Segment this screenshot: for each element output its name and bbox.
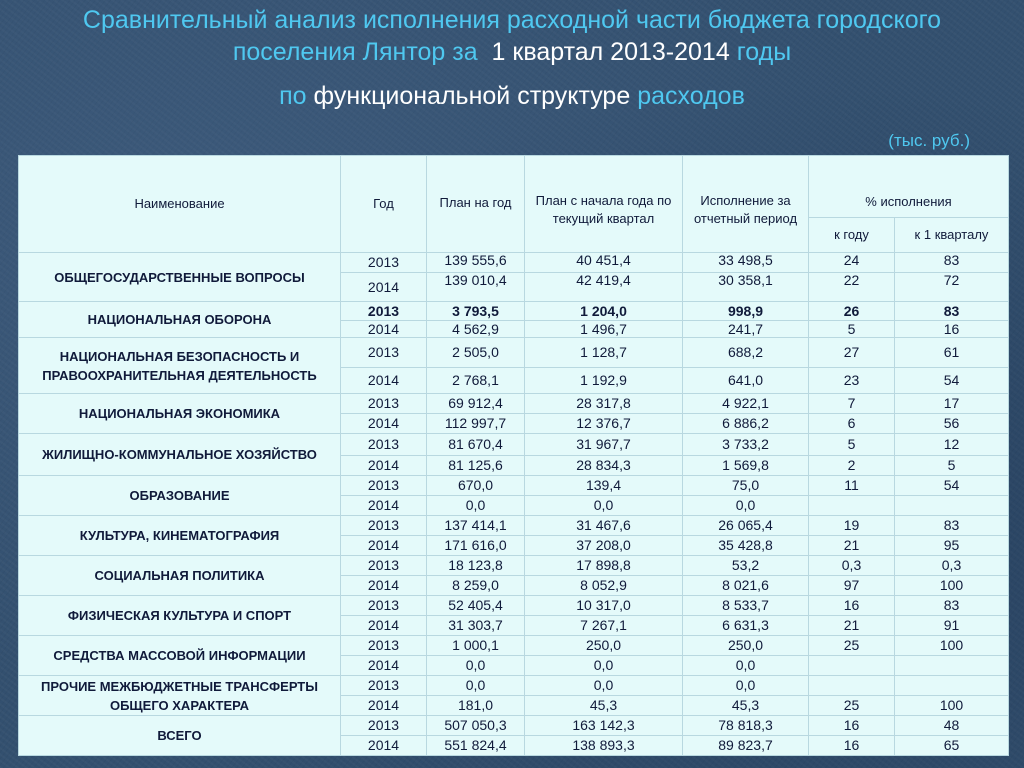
cell-year: 2014 bbox=[341, 696, 427, 716]
cell-pct-quarter: 54 bbox=[895, 368, 1009, 394]
cell-year: 2013 bbox=[341, 676, 427, 696]
cell-year: 2013 bbox=[341, 338, 427, 368]
cell-plan-quarter: 0,0 bbox=[525, 496, 683, 516]
cell-pct-year bbox=[809, 656, 895, 676]
cell-pct-quarter bbox=[895, 496, 1009, 516]
cell-execution: 0,0 bbox=[683, 656, 809, 676]
category-name: НАЦИОНАЛЬНАЯ ОБОРОНА bbox=[19, 302, 341, 338]
cell-execution: 6 631,3 bbox=[683, 616, 809, 636]
cell-year: 2014 bbox=[341, 321, 427, 338]
cell-plan-quarter: 31 967,7 bbox=[525, 434, 683, 456]
table-row bbox=[19, 253, 1009, 273]
cell-execution: 250,0 bbox=[683, 636, 809, 656]
cell-plan-quarter: 8 052,9 bbox=[525, 576, 683, 596]
cell-pct-year: 25 bbox=[809, 636, 895, 656]
cell-plan-quarter: 10 317,0 bbox=[525, 596, 683, 616]
table-row bbox=[19, 556, 1009, 576]
cell-pct-quarter: 48 bbox=[895, 716, 1009, 736]
cell-execution: 998,9 bbox=[683, 302, 809, 321]
cell-execution: 53,2 bbox=[683, 556, 809, 576]
cell-plan-quarter: 7 267,1 bbox=[525, 616, 683, 636]
cell-pct-year: 11 bbox=[809, 476, 895, 496]
cell-pct-year: 16 bbox=[809, 596, 895, 616]
title-line-3 bbox=[0, 80, 1024, 112]
cell-plan-year: 81 670,4 bbox=[427, 434, 525, 456]
cell-year: 2014 bbox=[341, 456, 427, 476]
cell-year: 2014 bbox=[341, 368, 427, 394]
category-name: НАЦИОНАЛЬНАЯ ЭКОНОМИКА bbox=[19, 394, 341, 434]
title-line-2 bbox=[0, 36, 1024, 68]
cell-pct-quarter: 16 bbox=[895, 321, 1009, 338]
cell-pct-quarter: 65 bbox=[895, 736, 1009, 756]
title-period: 1 квартал 2013-2014 bbox=[491, 38, 730, 66]
title-structure: функциональной структуре bbox=[313, 82, 631, 110]
cell-pct-quarter: 100 bbox=[895, 576, 1009, 596]
table-row bbox=[19, 302, 1009, 321]
table-row bbox=[19, 338, 1009, 368]
cell-pct-quarter: 72 bbox=[895, 273, 1009, 302]
cell-pct-quarter: 100 bbox=[895, 696, 1009, 716]
cell-plan-year: 670,0 bbox=[427, 476, 525, 496]
cell-plan-year: 81 125,6 bbox=[427, 456, 525, 476]
cell-plan-year: 0,0 bbox=[427, 496, 525, 516]
cell-pct-year: 22 bbox=[809, 273, 895, 302]
cell-pct-quarter: 91 bbox=[895, 616, 1009, 636]
cell-year: 2014 bbox=[341, 576, 427, 596]
category-name: СОЦИАЛЬНАЯ ПОЛИТИКА bbox=[19, 556, 341, 596]
cell-year: 2013 bbox=[341, 556, 427, 576]
cell-pct-quarter: 0,3 bbox=[895, 556, 1009, 576]
cell-pct-year: 21 bbox=[809, 616, 895, 636]
cell-pct-year: 21 bbox=[809, 536, 895, 556]
cell-pct-year bbox=[809, 676, 895, 696]
cell-plan-year: 31 303,7 bbox=[427, 616, 525, 636]
cell-execution: 0,0 bbox=[683, 496, 809, 516]
cell-pct-quarter: 83 bbox=[895, 596, 1009, 616]
cell-plan-quarter: 1 204,0 bbox=[525, 302, 683, 321]
cell-year: 2014 bbox=[341, 616, 427, 636]
header-plan-year: План на год bbox=[427, 156, 525, 253]
cell-plan-quarter: 12 376,7 bbox=[525, 414, 683, 434]
cell-execution: 33 498,5 bbox=[683, 253, 809, 273]
category-name: ОБРАЗОВАНИЕ bbox=[19, 476, 341, 516]
cell-pct-year: 7 bbox=[809, 394, 895, 414]
cell-execution: 26 065,4 bbox=[683, 516, 809, 536]
cell-pct-quarter: 56 bbox=[895, 414, 1009, 434]
cell-year: 2014 bbox=[341, 496, 427, 516]
cell-plan-year: 2 505,0 bbox=[427, 338, 525, 368]
cell-year: 2013 bbox=[341, 636, 427, 656]
cell-plan-year: 171 616,0 bbox=[427, 536, 525, 556]
cell-pct-quarter: 17 bbox=[895, 394, 1009, 414]
cell-plan-quarter: 250,0 bbox=[525, 636, 683, 656]
cell-plan-year: 137 414,1 bbox=[427, 516, 525, 536]
cell-pct-quarter: 12 bbox=[895, 434, 1009, 456]
cell-execution: 30 358,1 bbox=[683, 273, 809, 302]
cell-execution: 241,7 bbox=[683, 321, 809, 338]
cell-pct-year: 25 bbox=[809, 696, 895, 716]
category-name: ФИЗИЧЕСКАЯ КУЛЬТУРА И СПОРТ bbox=[19, 596, 341, 636]
cell-pct-year bbox=[809, 496, 895, 516]
header-year: Год bbox=[341, 156, 427, 253]
cell-plan-quarter: 28 834,3 bbox=[525, 456, 683, 476]
cell-plan-year: 3 793,5 bbox=[427, 302, 525, 321]
cell-pct-year: 0,3 bbox=[809, 556, 895, 576]
cell-plan-quarter: 37 208,0 bbox=[525, 536, 683, 556]
cell-plan-quarter: 138 893,3 bbox=[525, 736, 683, 756]
cell-pct-quarter: 83 bbox=[895, 516, 1009, 536]
table-row bbox=[19, 716, 1009, 736]
cell-plan-year: 112 997,7 bbox=[427, 414, 525, 434]
header-pct-year: к году bbox=[809, 218, 895, 253]
cell-plan-quarter: 0,0 bbox=[525, 656, 683, 676]
cell-year: 2014 bbox=[341, 273, 427, 302]
cell-pct-year: 24 bbox=[809, 253, 895, 273]
cell-year: 2014 bbox=[341, 414, 427, 434]
cell-plan-year: 2 768,1 bbox=[427, 368, 525, 394]
cell-pct-year: 16 bbox=[809, 736, 895, 756]
header-plan-quarter: План с начала года по текущий квартал bbox=[525, 156, 683, 253]
title-line-2c: годы bbox=[736, 38, 792, 66]
cell-year: 2013 bbox=[341, 253, 427, 273]
cell-plan-quarter: 42 419,4 bbox=[525, 273, 683, 302]
cell-pct-year: 16 bbox=[809, 716, 895, 736]
cell-pct-year: 6 bbox=[809, 414, 895, 434]
cell-execution: 35 428,8 bbox=[683, 536, 809, 556]
cell-pct-quarter: 95 bbox=[895, 536, 1009, 556]
cell-execution: 89 823,7 bbox=[683, 736, 809, 756]
cell-plan-quarter: 31 467,6 bbox=[525, 516, 683, 536]
header-name: Наименование bbox=[19, 156, 341, 253]
cell-plan-year: 139 010,4 bbox=[427, 273, 525, 302]
cell-year: 2013 bbox=[341, 476, 427, 496]
table-row bbox=[19, 676, 1009, 696]
cell-year: 2014 bbox=[341, 536, 427, 556]
cell-year: 2013 bbox=[341, 302, 427, 321]
cell-execution: 688,2 bbox=[683, 338, 809, 368]
budget-table bbox=[18, 155, 1009, 756]
cell-pct-year: 26 bbox=[809, 302, 895, 321]
cell-pct-quarter bbox=[895, 676, 1009, 696]
cell-pct-quarter: 83 bbox=[895, 302, 1009, 321]
table-row bbox=[19, 516, 1009, 536]
title-line-3c: расходов bbox=[637, 82, 745, 110]
cell-pct-quarter: 61 bbox=[895, 338, 1009, 368]
cell-plan-year: 8 259,0 bbox=[427, 576, 525, 596]
cell-year: 2013 bbox=[341, 434, 427, 456]
title-line-1: Сравнительный анализ исполнения расходной части бюджета городского bbox=[82, 6, 942, 34]
category-name: СРЕДСТВА МАССОВОЙ ИНФОРМАЦИИ bbox=[19, 636, 341, 676]
cell-execution: 78 818,3 bbox=[683, 716, 809, 736]
category-name: НАЦИОНАЛЬНАЯ БЕЗОПАСНОСТЬ И ПРАВООХРАНИТЕЛЬНАЯ ДЕЯТЕЛЬНОСТЬ bbox=[19, 338, 341, 394]
cell-execution: 8 533,7 bbox=[683, 596, 809, 616]
cell-plan-quarter: 139,4 bbox=[525, 476, 683, 496]
cell-plan-year: 0,0 bbox=[427, 676, 525, 696]
category-name: ОБЩЕГОСУДАРСТВЕННЫЕ ВОПРОСЫ bbox=[19, 253, 341, 302]
cell-plan-quarter: 28 317,8 bbox=[525, 394, 683, 414]
title-line-2a: поселения Лянтор за bbox=[232, 38, 478, 66]
cell-plan-quarter: 163 142,3 bbox=[525, 716, 683, 736]
cell-pct-quarter bbox=[895, 656, 1009, 676]
category-name: ВСЕГО bbox=[19, 716, 341, 756]
cell-plan-quarter: 0,0 bbox=[525, 676, 683, 696]
cell-plan-year: 52 405,4 bbox=[427, 596, 525, 616]
cell-plan-quarter: 1 496,7 bbox=[525, 321, 683, 338]
cell-plan-quarter: 45,3 bbox=[525, 696, 683, 716]
title-line-3a: по bbox=[279, 82, 307, 110]
table-row bbox=[19, 596, 1009, 616]
cell-plan-quarter: 1 192,9 bbox=[525, 368, 683, 394]
table-row bbox=[19, 394, 1009, 414]
cell-year: 2014 bbox=[341, 736, 427, 756]
header-pct-quarter: к 1 кварталу bbox=[895, 218, 1009, 253]
cell-execution: 75,0 bbox=[683, 476, 809, 496]
cell-year: 2013 bbox=[341, 516, 427, 536]
cell-plan-year: 1 000,1 bbox=[427, 636, 525, 656]
header-execution: Исполнение за отчетный период bbox=[683, 156, 809, 253]
cell-plan-year: 139 555,6 bbox=[427, 253, 525, 273]
category-name: КУЛЬТУРА, КИНЕМАТОГРАФИЯ bbox=[19, 516, 341, 556]
cell-year: 2013 bbox=[341, 394, 427, 414]
cell-pct-year: 27 bbox=[809, 338, 895, 368]
cell-pct-year: 23 bbox=[809, 368, 895, 394]
category-name: ЖИЛИЩНО-КОММУНАЛЬНОЕ ХОЗЯЙСТВО bbox=[19, 434, 341, 476]
cell-plan-quarter: 1 128,7 bbox=[525, 338, 683, 368]
cell-plan-year: 507 050,3 bbox=[427, 716, 525, 736]
cell-plan-year: 69 912,4 bbox=[427, 394, 525, 414]
header-pct: % исполнения bbox=[809, 156, 1009, 218]
cell-execution: 6 886,2 bbox=[683, 414, 809, 434]
cell-execution: 641,0 bbox=[683, 368, 809, 394]
cell-plan-year: 4 562,9 bbox=[427, 321, 525, 338]
cell-year: 2013 bbox=[341, 716, 427, 736]
cell-pct-quarter: 83 bbox=[895, 253, 1009, 273]
category-name: ПРОЧИЕ МЕЖБЮДЖЕТНЫЕ ТРАНСФЕРТЫ ОБЩЕГО ХАРАКТЕРА bbox=[19, 676, 341, 716]
cell-execution: 8 021,6 bbox=[683, 576, 809, 596]
cell-execution: 4 922,1 bbox=[683, 394, 809, 414]
cell-execution: 45,3 bbox=[683, 696, 809, 716]
cell-pct-year: 5 bbox=[809, 434, 895, 456]
cell-execution: 3 733,2 bbox=[683, 434, 809, 456]
cell-plan-year: 18 123,8 bbox=[427, 556, 525, 576]
cell-pct-quarter: 100 bbox=[895, 636, 1009, 656]
cell-pct-year: 5 bbox=[809, 321, 895, 338]
cell-plan-quarter: 17 898,8 bbox=[525, 556, 683, 576]
slide-title bbox=[0, 4, 1024, 112]
cell-plan-year: 551 824,4 bbox=[427, 736, 525, 756]
cell-pct-quarter: 5 bbox=[895, 456, 1009, 476]
cell-execution: 1 569,8 bbox=[683, 456, 809, 476]
cell-pct-quarter: 54 bbox=[895, 476, 1009, 496]
table-row bbox=[19, 434, 1009, 456]
cell-execution: 0,0 bbox=[683, 676, 809, 696]
cell-plan-year: 181,0 bbox=[427, 696, 525, 716]
cell-pct-year: 97 bbox=[809, 576, 895, 596]
units-label: (тыс. руб.) bbox=[888, 131, 970, 150]
cell-pct-year: 2 bbox=[809, 456, 895, 476]
cell-year: 2013 bbox=[341, 596, 427, 616]
cell-plan-year: 0,0 bbox=[427, 656, 525, 676]
cell-plan-quarter: 40 451,4 bbox=[525, 253, 683, 273]
table-row bbox=[19, 476, 1009, 496]
cell-year: 2014 bbox=[341, 656, 427, 676]
table-row bbox=[19, 636, 1009, 656]
cell-pct-year: 19 bbox=[809, 516, 895, 536]
